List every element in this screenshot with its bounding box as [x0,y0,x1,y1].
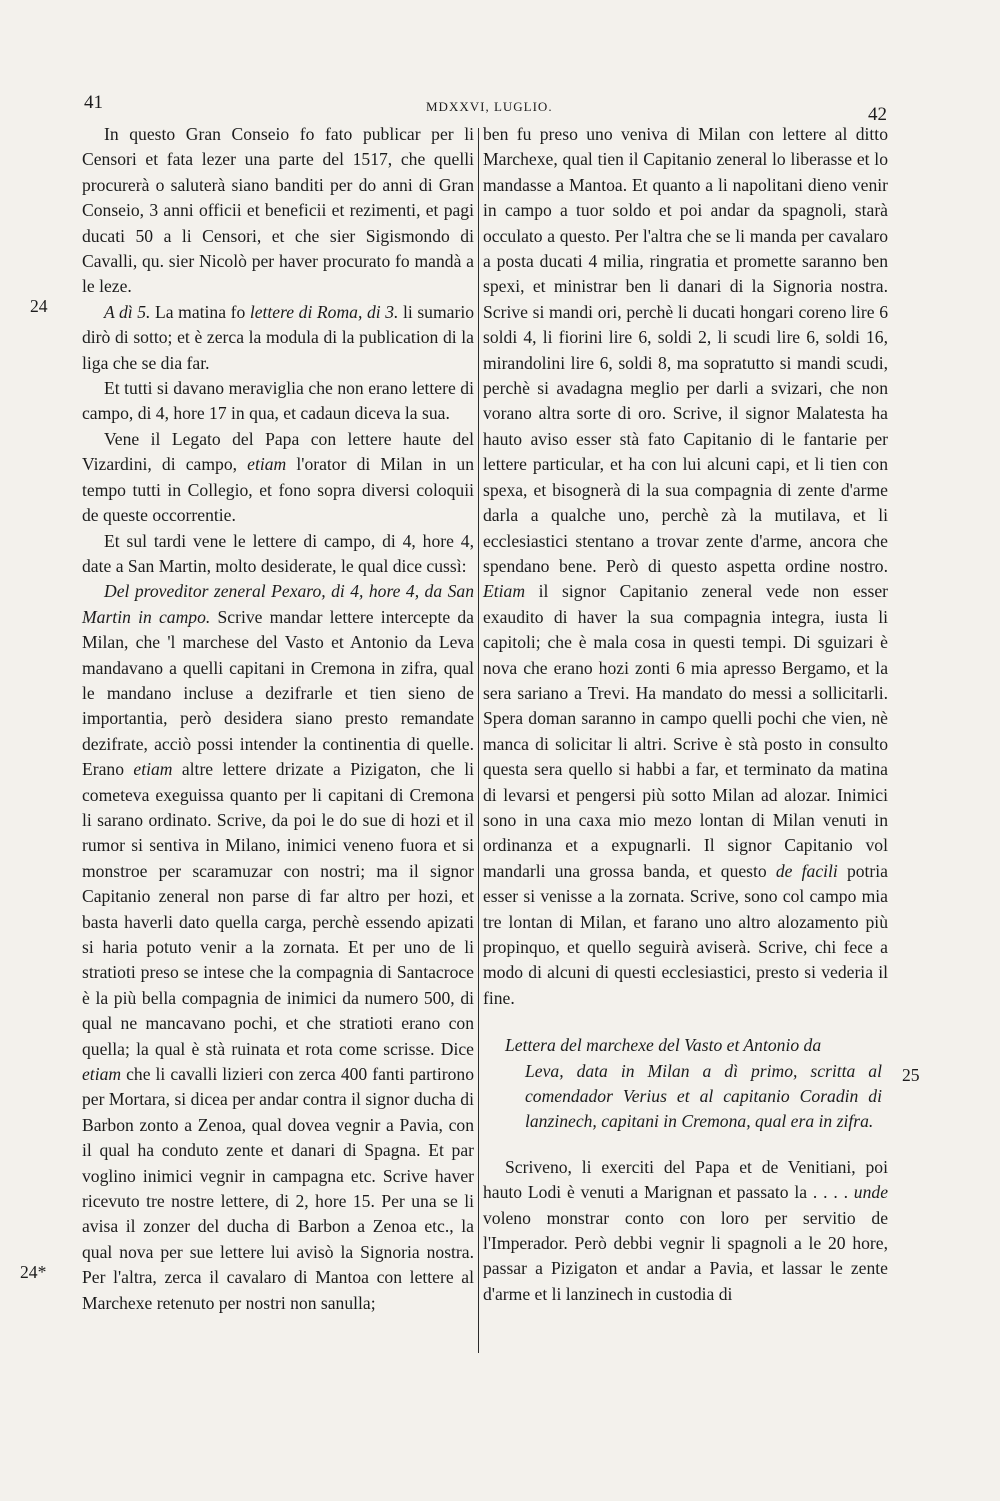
paragraph-text: ben fu preso uno veniva di Milan con lettere al ditto Marchexe, qual tien il Capitanio zeneral lo liberasse et lo mandasse a Mantoa. Et quanto a li napolitani dieno venir in campo a tuor soldo et poi andar da spagnoli, starà occulato a questo. Per l'altra che se li manda per cavalaro a posta ducati 4 milia, ringratia et promette saranno ben spexi, et ministrar ben li danari di la Signoria nostra. Scrive si mandi ori, perchè li ducati hongari coreno lire 6 soldi 4, li fiorini lire 6, soldi 2, li scudi lire 6, soldi 16, mirandolini lire 6, soldi 8, ma sopratutto si mandi scudi, perchè si avadagna meglio per darli a svizari, che non vorano altra sorte di oro. Scrive, il signor Malatesta ha hauto aviso esser stà fato Capitanio di le fantarie per lettere particular, et ha con lui alcuni capi, et li tien con spexa, et bisognerà di la sua compagnia di zente d'arme darla a qualche uno, perchè zà la mutilava, et li ecclesiastici stentano a trovar zente d'arme, ancora che spendano bene. Però di questo aspetta ordine nostro. [483,124,888,576]
paragraph [82,529,474,580]
paragraph-text: Et sul tardi vene le lettere di campo, di 4, hore 4, date a San Martin, molto desiderate, le qual dice cussì: [82,530,474,576]
date-lead: A dì 5. [104,301,151,322]
paragraph-text: In questo Gran Conseio fo fato publicar per li Censori et fata lezer una parte del 1517, che quelli procurerà o saluterà siano banditi per do anni di Gran Conseio, 3 anni officii et beneficii et rezimenti, et pagi ducati 50 a li Censori, et che sier Sigismondo di Cavalli, qu. sier Nicolò per haver procurato fo mandà a le leze. [82,124,474,297]
paragraph-text: potria esser si venisse a la zornata. Scrive, sono col campo mia tre lontan di Milan, et farano uno altro alozamento più propinquo, et quello seguirà aviserà. Scrive, chi fece a modo di alcuni di questi ecclesiastici, presto si vederia il fine. [483,860,888,1008]
right-column [483,122,888,1307]
italic-text: unde [853,1182,888,1203]
paragraph-text: il signor Capitanio zeneral vede non esser exaudito di haver la sua compagnia integra, iusta li capitoli; che è mala cosa in questi tempi. Di sguizari è nova che erano hozi zonti 6 mia apresso Bergamo, et la sera sariano a Trevi. Ha mandato do messi a sollicitarli. Spera doman saranno in campo quelli pochi che vien, nè manca di solicitar li altri. Scrive è stà posto in consulto questa sera quello si habbi a far, et terminato da matina di levarsi et pengersi più sotto Milan ad alozar. Inimici sono in una caxa mio mezo lontan di Milan venuti in ordinanza et a expugnarli. Il signor Capitanio vol mandarli una grossa banda, et questo [483,581,888,881]
italic-text: Etiam [483,581,526,602]
italic-text: lettere di Roma, di 3. [249,301,399,322]
italic-text: etiam [247,454,287,475]
letter-title-rest: Leva, data in Milan a dì primo, scritta al comendador Verius et al capitanio Coradin di lanzinech, capitani in Cremona, qual era in zifra. [525,1060,882,1132]
paragraph [82,427,474,529]
italic-text: etiam [82,1064,122,1085]
paragraph-text: li sumario dirò di sotto; et è zerca la modula di la publication di la liga che se dia far. [82,301,475,373]
paragraph-text: Vene il Legato del Papa con lettere haute del Vizardini, di campo, [82,428,474,475]
letter-title-line1: Lettera del marchexe del Vasto et Antonio da [505,1035,822,1056]
paragraph [483,1155,888,1307]
paragraph [82,300,474,376]
paragraph [82,122,474,300]
page-number-left: 41 [84,92,103,113]
paragraph-text: Scrive mandar lettere intercepte da Milan, che 'l marchese del Vasto et Antonio da Leva mandavano a quelli capitani in Cremona in zifra, qual le mandano incluse a dezifrarle et tien sieno de importantia, però desidera siano presto remandate dezifrate, acciò possi intender la continentia di quelle. Erano [82,606,474,780]
paragraph-text: voleno monstrar conto con loro per servitio de l'Imperador. Però debbi vegnir li spagnoli a le 20 hore, passar a Pizigaton et andar a Pavia, et lassar le zente d'arme et li lanzinech in custodia di [483,1207,888,1304]
paragraph-text: altre lettere drizate a Pizigaton, che li cometeva exeguissa quanto per li capitani di Cremona li sarano ordinato. Scrive, da poi le do sue di hozi et il rumor si sentiva in Milano, inimici veneno fuora et si monstroe per scaramuzar con nostri; ma il signor Capitanio zeneral non parse di far altro per hozi, et basta haverli dato quella carga, perchè essendo apizati si haria potuto venir a la zornata. Et per uno de li stratioti preso se intese che la compagnia di Santacroce è la più bella compagnia de inimici da numero 500, di qual ne mancavano pochi, et che stratioti erano con quella; la qual è stà ruinata et rota come scrisse. Dice [82,759,474,1059]
italic-text: etiam [133,759,173,780]
paragraph [82,579,474,1316]
left-column [82,122,474,1316]
paragraph-text: Scriveno, li exerciti del Papa et de Venitiani, poi hauto Lodi è venuti a Marignan et passato la . . . . [483,1156,888,1203]
margin-note-24: 24 [30,296,48,316]
italic-text: de facili [775,860,838,881]
margin-note-24-star: 24* [20,1262,47,1282]
paragraph-text: che li cavalli lizieri con zerca 400 fanti partirono per Mortara, si dicea per andar contra il signor ducha di Barbon zonto a Zenoa, qual dovea vegnir a Pavia, con il qual ha conduto zente et danari di Spagna. Et par voglino inimici vegnir in campagna etc. Scrive haver ricevuto tre nostre lettere, di 2, hore 15. Per una se li avisa il zonzer del ducha di Barbon a Zenoa etc., la qual nova per sue lettere lui avisò la Signoria nostra. Per l'altra, zerca il cavalaro di Mantoa con lettere al Marchexe retenuto per nostri non sanulla; [82,1064,474,1313]
paragraph [82,376,474,427]
letter-title [483,1033,888,1135]
paragraph-text: l'orator di Milan in un tempo tutti in Collegio, et fono sopra diversi coloquii de queste occorrentie. [82,454,474,526]
paragraph-text: La matina fo [150,301,250,322]
margin-note-25: 25 [902,1065,920,1085]
letter-heading: Del proveditor zeneral Pexaro, di 4, hore 4, da San Martin in campo. [82,581,474,627]
running-head: MDXXVI, LUGLIO. [426,99,553,114]
paragraph-text: Et tutti si davano meraviglia che non erano lettere di campo, di 4, hore 17 in qua, et cadaun diceva la sua. [82,378,474,424]
column-divider [478,128,479,1353]
paragraph [483,122,888,1011]
page-number-right: 42 [868,104,887,125]
